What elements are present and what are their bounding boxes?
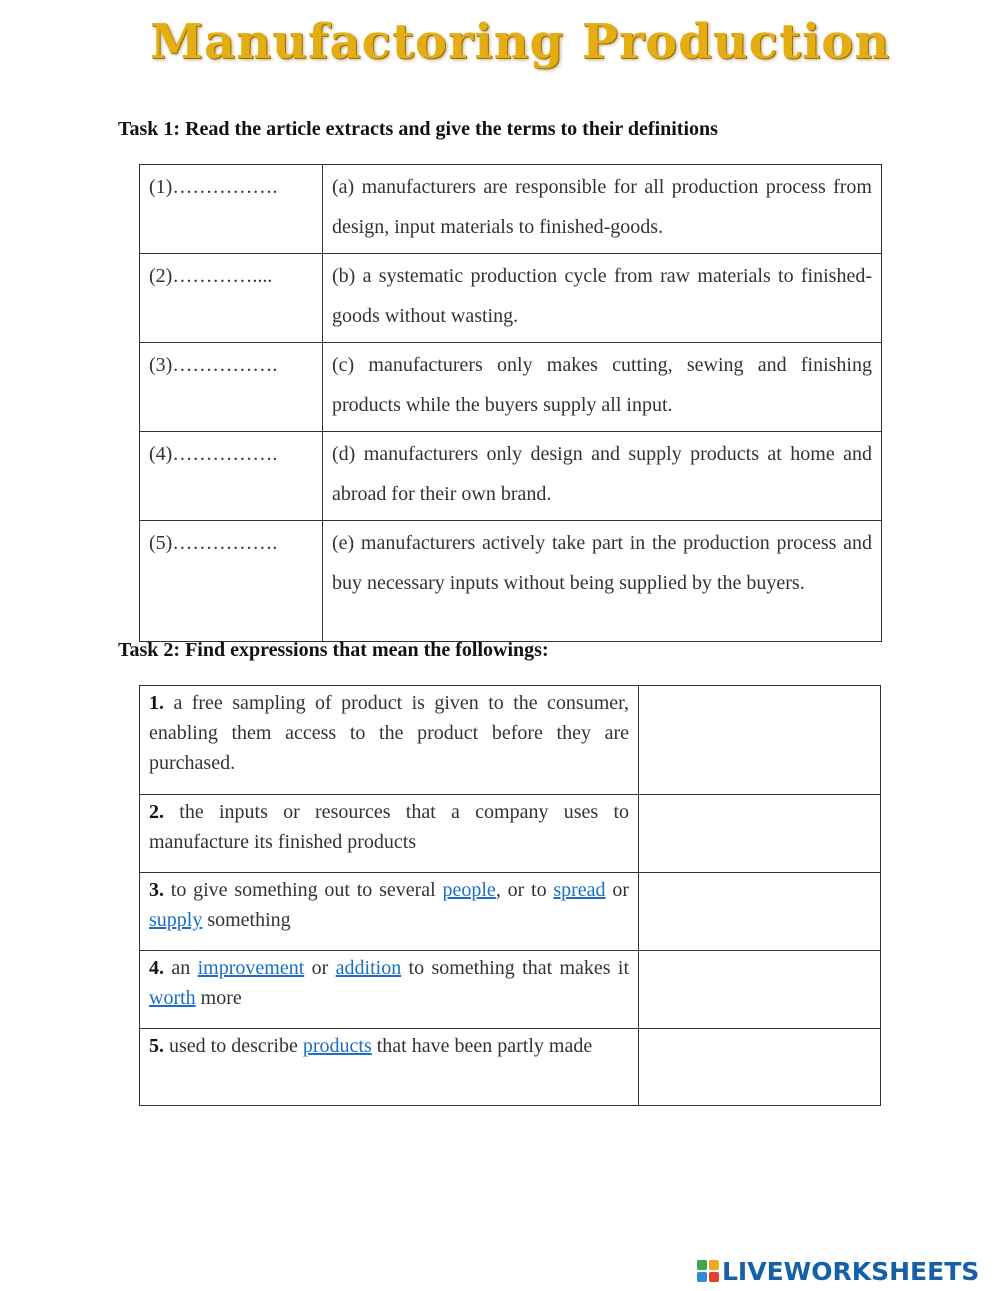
task2-table [139, 685, 881, 1106]
table-row [140, 343, 882, 432]
table-row [140, 165, 882, 254]
term-blank-3[interactable]: (3)……………. [140, 343, 323, 432]
table-row [140, 951, 881, 1029]
link-supply[interactable]: supply [149, 909, 203, 931]
task2-heading: Task 2: Find expressions that mean the followings: [118, 639, 549, 661]
prompt-text: more [200, 987, 242, 1009]
prompt-text: that have been partly made [376, 1035, 593, 1057]
prompt-text: to give something out to several [170, 879, 436, 901]
link-products[interactable]: products [302, 1035, 372, 1057]
answer-box-2[interactable] [639, 795, 881, 873]
definition-a: (a) manufacturers are responsible for all production process from design, input materials to finished-goods. [323, 165, 882, 254]
task1-heading: Task 1: Read the article extracts and give the terms to their definitions [118, 118, 718, 140]
prompt-text: or [612, 879, 630, 901]
prompt-text: a free sampling of product is given to the consumer, enabling them access to the product before they are purchased. [149, 692, 630, 774]
link-worth[interactable]: worth [149, 987, 196, 1009]
page-title: Manufactoring Production [149, 14, 891, 70]
item-number: 5. [149, 1035, 164, 1057]
table-row [140, 795, 881, 873]
item-number: 4. [149, 957, 164, 979]
task1-table [139, 164, 882, 642]
expression-prompt-2 [140, 795, 639, 873]
prompt-text: an [171, 957, 191, 979]
prompt-text: something [207, 909, 291, 931]
prompt-text: the inputs or resources that a company uses to manufacture its finished products [149, 801, 630, 853]
term-blank-5[interactable]: (5)……………. [140, 521, 323, 642]
expression-prompt-5 [140, 1029, 639, 1106]
answer-box-1[interactable] [639, 686, 881, 795]
definition-d: (d) manufacturers only design and supply products at home and abroad for their own brand. [323, 432, 882, 521]
link-addition[interactable]: addition [335, 957, 402, 979]
table-row [140, 254, 882, 343]
table-row [140, 1029, 881, 1106]
answer-box-5[interactable] [639, 1029, 881, 1106]
prompt-text: , or to [495, 879, 547, 901]
answer-box-4[interactable] [639, 951, 881, 1029]
term-blank-4[interactable]: (4)……………. [140, 432, 323, 521]
definition-c: (c) manufacturers only makes cutting, sewing and finishing products while the buyers supply all input. [323, 343, 882, 432]
prompt-text: to something that makes it [408, 957, 630, 979]
table-row [140, 873, 881, 951]
liveworksheets-logo-icon [697, 1260, 719, 1282]
definition-e: (e) manufacturers actively take part in the production process and buy necessary inputs without being supplied by the buyers. [323, 521, 882, 642]
expression-prompt-4 [140, 951, 639, 1029]
definition-b: (b) a systematic production cycle from raw materials to finished-goods without wasting. [323, 254, 882, 343]
answer-box-3[interactable] [639, 873, 881, 951]
link-people[interactable]: people [442, 879, 496, 901]
liveworksheets-logo[interactable] [697, 1253, 979, 1289]
link-improvement[interactable]: improvement [197, 957, 305, 979]
link-spread[interactable]: spread [553, 879, 606, 901]
item-number: 3. [149, 879, 164, 901]
table-row [140, 686, 881, 795]
prompt-text: or [311, 957, 329, 979]
table-row [140, 432, 882, 521]
expression-prompt-3 [140, 873, 639, 951]
logo-text: LIVEWORKSHEETS [722, 1256, 980, 1286]
table-row [140, 521, 882, 642]
term-blank-2[interactable]: (2)………….... [140, 254, 323, 343]
item-number: 2. [149, 801, 164, 823]
term-blank-1[interactable]: (1)……………. [140, 165, 323, 254]
item-number: 1. [149, 692, 164, 714]
prompt-text: used to describe [169, 1035, 298, 1057]
expression-prompt-1 [140, 686, 639, 795]
